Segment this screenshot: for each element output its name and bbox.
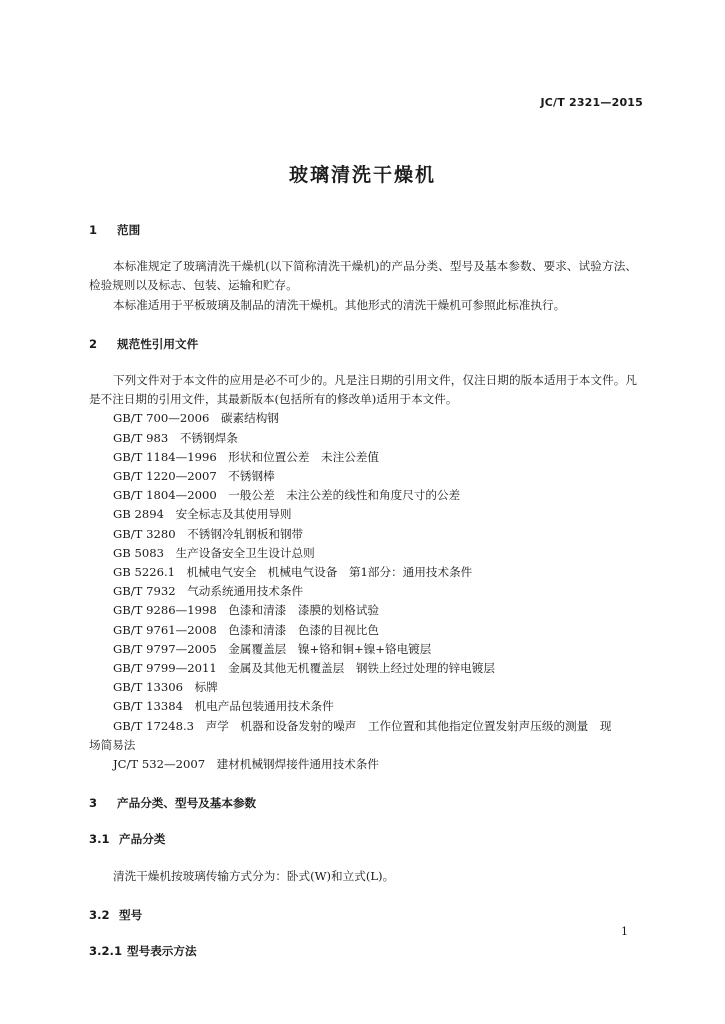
document-body: [89, 221, 637, 961]
section-heading-3: [89, 794, 637, 813]
section-number: 1: [89, 223, 98, 237]
section-title: 产品分类、型号及基本参数: [117, 796, 257, 811]
section-number: 3.1: [89, 832, 110, 847]
reference-item: GB 2894 安全标志及其使用导则: [113, 507, 292, 522]
reference-item: GB/T 1220—2007 不锈钢棒: [113, 469, 275, 484]
reference-item-continuation: 场简易法: [89, 737, 136, 752]
reference-item: GB/T 9286—1998 色漆和清漆 漆膜的划格试验: [113, 603, 380, 618]
reference-item: GB 5083 生产设备安全卫生设计总则: [113, 545, 315, 560]
section-heading-1: [89, 221, 637, 240]
section-number: 3: [89, 796, 98, 811]
section-title: 规范性引用文件: [117, 336, 199, 351]
reference-item: GB/T 1804—2000 一般公差 未注公差的线性和角度尺寸的公差: [113, 488, 461, 503]
page-number: 1: [621, 925, 628, 938]
section-number: 3.2.1: [89, 944, 123, 959]
standard-code: JC/T 2321—2015: [540, 96, 643, 109]
reference-item-long: GB/T 17248.3 声学 机器和设备发射的噪声 工作位置和其他指定位置发射声压级的测量 现: [113, 718, 612, 733]
paragraph: 下列文件对于本文件的应用是必不可少的。凡是注日期的引用文件，仅注日期的版本适用于本文件。凡是不注日期的引用文件，其最新版本(包括所有的修改单)适用于本文件。: [89, 373, 637, 407]
reference-item: GB/T 9797—2005 金属覆盖层 镍+铬和铜+镍+铬电镀层: [113, 641, 432, 656]
paragraph: 本标准适用于平板玻璃及制品的清洗干燥机。其他形式的清洗干燥机可参照此标准执行。: [113, 297, 566, 312]
reference-item: GB/T 13384 机电产品包装通用技术条件: [113, 699, 334, 714]
reference-item: GB/T 3280 不锈钢冷轧钢板和钢带: [113, 526, 304, 541]
document-title: 玻璃清洗干燥机: [288, 164, 436, 186]
reference-item: GB/T 9761—2008 色漆和清漆 色漆的目视比色: [113, 622, 380, 637]
subsection-heading-3-1: [89, 830, 637, 849]
reference-item: JC/T 532—2007 建材机械钢焊接件通用技术条件: [113, 757, 379, 772]
section-number: 2: [89, 336, 98, 351]
section-title: 型号: [119, 907, 143, 922]
section-title: 范围: [117, 223, 141, 237]
reference-item: GB/T 700—2006 碳素结构钢: [113, 411, 279, 426]
subsection-heading-3-2-1: [89, 942, 637, 961]
section-number: 3.2: [89, 907, 110, 922]
reference-item: GB/T 9799—2011 金属及其他无机覆盖层 钢铁上经过处理的锌电镀层: [113, 661, 495, 676]
reference-item: GB/T 1184—1996 形状和位置公差 未注公差值: [113, 449, 380, 464]
reference-item: GB/T 983 不锈钢焊条: [113, 430, 238, 445]
paragraph: 本标准规定了玻璃清洗干燥机(以下简称清洗干燥机)的产品分类、型号及基本参数、要求、试验方法、检验规则以及标志、包装、运输和贮存。: [89, 259, 637, 293]
section-title: 产品分类: [119, 832, 166, 847]
reference-item: GB 5226.1 机械电气安全 机械电气设备 第1部分：通用技术条件: [113, 565, 473, 580]
subsection-heading-3-2: [89, 906, 637, 925]
reference-item: GB/T 13306 标牌: [113, 680, 218, 695]
paragraph: 清洗干燥机按玻璃传输方式分为：卧式(W)和立式(L)。: [113, 868, 395, 883]
section-title: 型号表示方法: [127, 944, 197, 959]
section-heading-2: [89, 335, 637, 354]
reference-item: GB/T 7932 气动系统通用技术条件: [113, 584, 304, 599]
